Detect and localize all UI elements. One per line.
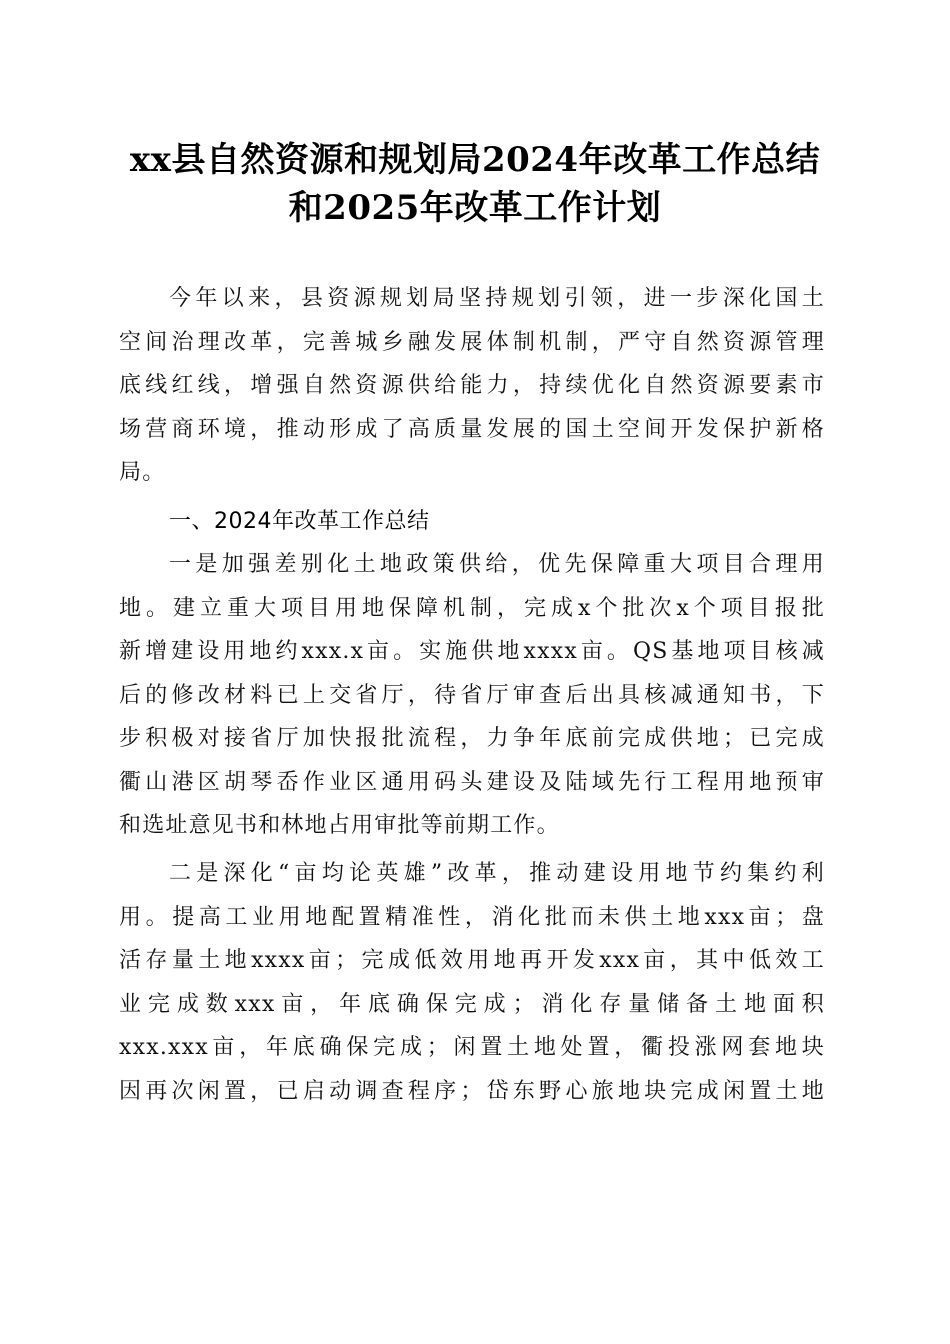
text-line: 因再次闲置，已启动调查程序；岱东野心旅地块完成闲置土地: [119, 1078, 825, 1104]
text-line: 场营商环境，推动形成了高质量发展的国土空间开发保护新格: [119, 416, 825, 442]
intro-paragraph: [119, 277, 825, 495]
text-line: 地。建立重大项目用地保障机制，完成x个批次x个项目报批: [119, 595, 825, 621]
text-line: 底线红线，增强自然资源供给能力，持续优化自然资源要素市: [119, 373, 825, 398]
text-line: 衢山港区胡琴岙作业区通用码头建设及陆域先行工程用地预审: [119, 769, 825, 795]
text-line: 二是深化“亩均论英雄”改革，推动建设用地节约集约利: [169, 861, 825, 886]
text-line: 活存量土地xxxx亩；完成低效用地再开发xxx亩，其中低效工: [119, 948, 825, 973]
paragraph-land-policy: [119, 543, 825, 848]
text-line: 业完成数xxx亩，年底确保完成；消化存量储备土地面积: [119, 991, 825, 1017]
text-line: 新增建设用地约xxx.x亩。实施供地xxxx亩。QS基地项目核减: [119, 639, 825, 664]
text-line: xxx.xxx亩，年底确保完成；闲置土地处置，衢投涨网套地块: [119, 1035, 825, 1060]
title-line: xx县自然资源和规划局2024年改革工作总结: [129, 140, 821, 180]
text-line: 空间治理改革，完善城乡融发展体制机制，严守自然资源管理: [119, 329, 825, 355]
paragraph-land-efficiency: [119, 852, 825, 1113]
text-line: 和选址意见书和林地占用审批等前期工作。: [119, 813, 560, 838]
text-line: 用。提高工业用地配置精准性，消化批而未供土地xxx亩；盘: [119, 904, 825, 930]
text-line: 后的修改材料已上交省厅，待省厅审查后出具核减通知书，下: [119, 682, 825, 708]
title-line: 和2025年改革工作计划: [288, 188, 662, 228]
text-line: 今年以来，县资源规划局坚持规划引领，进一步深化国土: [169, 286, 825, 311]
section-heading: 一、2024年改革工作总结: [169, 509, 430, 534]
text-line: 局。: [119, 460, 166, 485]
text-line: 步积极对接省厅加快报批流程，力争年底前完成供地；已完成: [119, 726, 825, 751]
document-title: [100, 136, 850, 232]
text-line: 一是加强差别化土地政策供给，优先保障重大项目合理用: [169, 552, 825, 577]
